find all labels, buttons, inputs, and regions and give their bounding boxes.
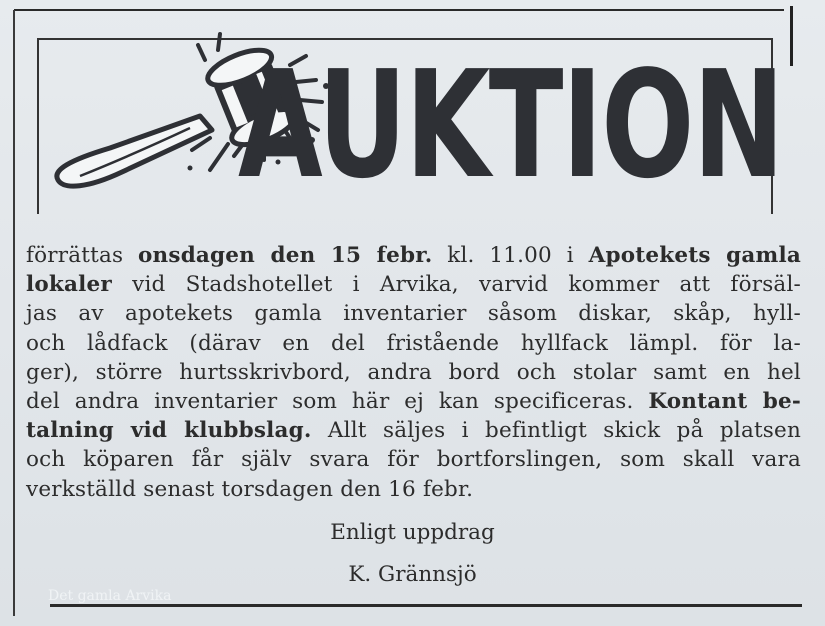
text-run: ger), större hurtsskrivbord, andra bord och stolar samt en hel [26,359,801,385]
announcement-body [26,241,801,504]
right-edge-mark [790,6,793,66]
body-line [26,475,801,504]
body-line [26,387,801,416]
text-run: förrättas [26,243,139,268]
text-run: Allt säljes i befintligt skick på platsen [311,418,802,444]
text-run: vid Stadshotellet i Arvika, varvid kommer att försäl- [111,272,801,298]
bold-text: Kontant be- [648,389,802,415]
text-run: och lådfack (därav en del fristående hyllfack lämpl. för la- [26,330,801,356]
body-line [26,416,801,445]
top-rule [14,9,784,11]
auction-headline: AUKTION [238,39,784,211]
body-line [26,299,801,328]
text-run: kl. 11.00 i [432,243,589,268]
body-line [26,329,801,358]
bottom-rule [50,604,802,607]
text-run: och köparen får själv svara för bortforslingen, som skall vara [26,447,801,473]
signature-line-1: Enligt uppdrag [330,520,495,545]
text-run: del andra inventarier som här ej kan specificeras. [26,389,649,415]
body-line [26,358,801,387]
text-run: verkställd senast torsdagen den 16 febr. [26,476,474,502]
text-run: jas av apotekets gamla inventarier såsom diskar, skåp, hyll- [26,301,801,327]
watermark: Det gamla Arvika [48,588,172,604]
bold-text: lokaler [26,272,112,298]
body-line [26,270,801,299]
bold-text: onsdagen den 15 febr. [138,243,433,268]
body-line [26,445,801,474]
signature-name: K. Grännsjö [348,562,477,587]
body-line [26,241,801,270]
bold-text: talning vid klubbslag. [26,418,312,444]
bold-text: Apotekets gamla [588,243,801,268]
